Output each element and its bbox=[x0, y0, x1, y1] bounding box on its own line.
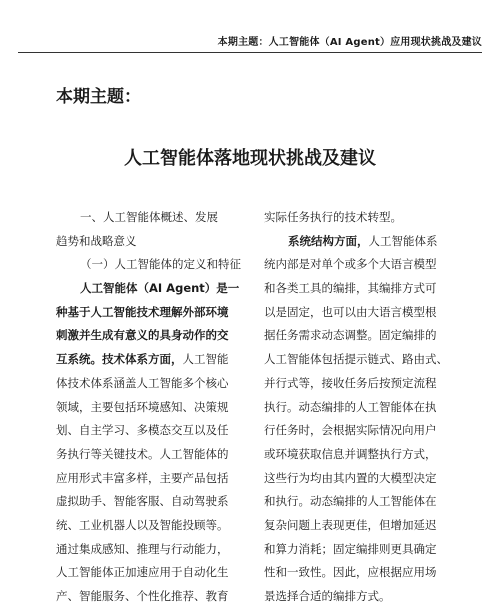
left-column bbox=[56, 206, 248, 609]
body-line: 和算力消耗；固定编排则更具确定 bbox=[264, 541, 437, 556]
tech-system-text: 人工智能 bbox=[182, 352, 229, 367]
body-line: 景选择合适的编排方式。 bbox=[264, 589, 391, 603]
body-line: 应用形式丰富多样，主要产品包括 bbox=[56, 470, 229, 485]
running-header-title: 本期主题：人工智能体（AI Agent）应用现状挑战及建议 bbox=[217, 37, 482, 48]
system-structure-term: 系统结构方面， bbox=[288, 233, 369, 248]
body-line: 人工智能体正加速应用于自动化生 bbox=[56, 565, 229, 580]
running-header bbox=[18, 30, 482, 53]
definition-end: 互系统。 bbox=[56, 352, 102, 367]
body-line: 产、智能服务、个性化推荐、教育 bbox=[56, 589, 229, 603]
section-label: 本期主题： bbox=[56, 87, 141, 107]
body-line: 划、自主学习、多模态交互以及任 bbox=[56, 423, 229, 438]
body-line: 据任务需求动态调整。固定编排的 bbox=[264, 328, 437, 343]
body-line: 人工智能体包括提示链式、路由式、 bbox=[264, 352, 448, 367]
definition-line-1: 人工智能体（AI Agent）是一 bbox=[80, 281, 240, 296]
definition-line-3: 刺激并生成有意义的具身动作的交 bbox=[56, 328, 229, 343]
body-line: 通过集成感知、推理与行动能力， bbox=[56, 541, 229, 556]
body-line: 虚拟助手、智能客服、自动驾驶系 bbox=[56, 494, 229, 509]
sub-heading: （一）人工智能体的定义和特征 bbox=[80, 257, 241, 272]
article-title: 人工智能体落地现状挑战及建议 bbox=[124, 148, 376, 169]
body-line: 实际任务执行的技术转型。 bbox=[264, 210, 402, 224]
chapter-heading-line-1: 一、人工智能体概述、发展 bbox=[80, 210, 218, 224]
body-line: 并行式等，接收任务后按预定流程 bbox=[264, 375, 437, 390]
body-line: 以是固定，也可以由大语言模型根 bbox=[264, 304, 437, 319]
body-line: 或环境获取信息并调整执行方式， bbox=[264, 446, 437, 461]
body-line: 体技术体系涵盖人工智能多个核心 bbox=[56, 375, 229, 390]
definition-line-4 bbox=[56, 348, 248, 372]
body-line: 统内部是对单个或多个大语言模型 bbox=[264, 257, 437, 272]
body-line: 复杂问题上表现更佳，但增加延迟 bbox=[264, 517, 437, 532]
body-line: 执行。动态编排的人工智能体在执 bbox=[264, 399, 437, 414]
body-line: 和各类工具的编排，其编排方式可 bbox=[264, 281, 437, 296]
chapter-heading-line-2: 趋势和战略意义 bbox=[56, 233, 137, 248]
body-line: 这些行为均由其内置的大模型决定 bbox=[264, 470, 437, 485]
body-line: 务执行等关键技术。人工智能体的 bbox=[56, 446, 229, 461]
body-line: 统、工业机器人以及智能投顾等。 bbox=[56, 517, 229, 532]
definition-line-2: 种基于人工智能技术理解外部环境 bbox=[56, 304, 229, 319]
tech-system-term: 技术体系方面， bbox=[102, 352, 183, 367]
body-line: 行任务时，会根据实际情况向用户 bbox=[264, 423, 437, 438]
body-line: 性和一致性。因此，应根据应用场 bbox=[264, 565, 437, 580]
body-line: 和执行。动态编排的人工智能体在 bbox=[264, 494, 437, 509]
system-structure-line bbox=[264, 230, 454, 254]
system-structure-text: 人工智能体系 bbox=[368, 233, 438, 248]
body-line: 领域，主要包括环境感知、决策规 bbox=[56, 399, 229, 414]
right-column bbox=[264, 206, 454, 609]
